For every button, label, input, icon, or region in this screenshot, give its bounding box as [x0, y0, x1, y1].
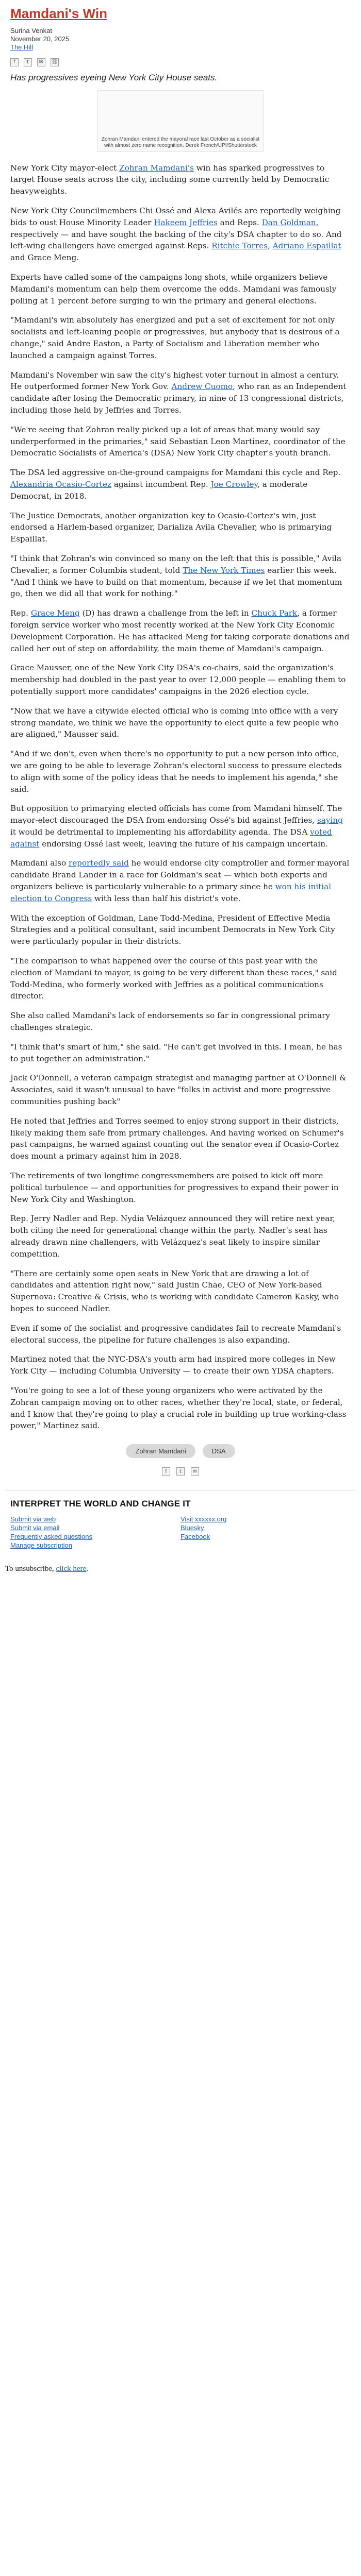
paragraph-text: But opposition to primarying elected officials has come from Mamdani himself. The mayor-elect discouraged the DSA from endorsing Ossé's bid against Jeffries,: [10, 804, 342, 825]
paragraph-text: The Justice Democrats, another organization key to Ocasio-Cortez's win, just endorsed a Harlem-based organizer, Darializa Avila Chevalier, who is primarying Espaillat.: [10, 511, 332, 544]
share-row: [10, 58, 351, 66]
paragraph-text: Even if some of the socialist and progressive candidates fail to recreate Mamdani's electoral success, the pipeline for future challenges is also expanding.: [10, 1323, 341, 1345]
paragraph: [10, 510, 351, 545]
paragraph: [10, 1170, 351, 1205]
paragraph-text: Mamdani's November win saw the city's highest voter turnout in almost a century. He outperformed former New York Gov.: [10, 370, 339, 392]
paragraph-text: "There are certainly some open seats in New York that are drawing a lot of candidates and attention right now," said Justin Chae, CEO of New York-based Supernova: Creative & Crisis, who is working with candidate Cameron Kasky, who hopes to succeed Nadler.: [10, 1268, 339, 1313]
footer-right-links: [180, 1515, 351, 1550]
footer-link[interactable]: Manage subscription: [10, 1541, 72, 1549]
paragraph: [10, 1323, 351, 1346]
paragraph: [10, 1041, 351, 1065]
article-header: [5, 0, 356, 155]
paragraph-text: Rep. Jerry Nadler and Rep. Nydia Velázquez announced they will retire next year, both citing the need for generational change within the party. Nadler's seat has already drawn nine challengers, with Velázquez's seat likely to inspire similar competition.: [10, 1214, 335, 1259]
paragraph: [10, 369, 351, 416]
footer-link[interactable]: Bluesky: [180, 1524, 204, 1532]
paragraph-text: "You're going to see a lot of these young organizers who were activated by the Zohran campaign moving on to other races, whether they're local, state, or federal, and I know that they're going to play a crucial role in building up true working-class power," Martinez said.: [10, 1385, 347, 1431]
paragraph-text: , a moderate Democrat, in 2018.: [10, 479, 308, 501]
inline-link[interactable]: saying: [317, 816, 343, 825]
paragraph-text: endorsing Ossé last week, leaving the future of his campaign uncertain.: [39, 839, 328, 849]
paragraph-text: Experts have called some of the campaigns long shots, while organizers believe Mamdani's momentum can help them overcome the odds. Mamdani was famously polling at 1 percent before surging to win the primary and general elections.: [10, 273, 337, 306]
paragraph: [10, 912, 351, 947]
paragraph-text: earlier this week. "And I think we have to build on that momentum, because if we let that momentum go, then we did all that work for nothing.": [10, 565, 342, 599]
article-body: [5, 155, 356, 1432]
facebook-icon[interactable]: f: [10, 58, 19, 66]
inline-link[interactable]: Adriano Espaillat: [272, 241, 341, 251]
paragraph: [10, 467, 351, 502]
link-icon[interactable]: ⛓: [51, 58, 59, 66]
paragraph-text: he would endorse city comptroller and former mayoral candidate Brand Lander in a race for Goldman's seat — which both experts and organizers believe is particularly vulnerable to a primary since he: [10, 858, 350, 892]
paragraph: [10, 607, 351, 654]
inline-link[interactable]: voted against: [10, 827, 332, 849]
footer-link[interactable]: Submit via web: [10, 1515, 56, 1523]
paragraph-text: , respectively — and have sought the backing of the city's DSA chapter to do so. And left-wing challengers have emerged against Reps.: [10, 217, 342, 251]
paragraph: [10, 1353, 351, 1377]
inline-link[interactable]: Dan Goldman: [261, 217, 316, 227]
footer-left-links: [10, 1515, 180, 1550]
paragraph: [10, 1213, 351, 1260]
paragraph-text: against incumbent Rep.: [111, 479, 211, 489]
inline-link[interactable]: The New York Times: [183, 565, 265, 575]
paragraph-text: With the exception of Goldman, Lane Todd-Medina, President of Effective Media Strategies and a political consultant, said incumbent Democrats in New York City were particularly popular in their districts.: [10, 913, 335, 946]
inline-link[interactable]: won his initial election to Congress: [10, 882, 332, 903]
paragraph-text: "We're seeing that Zohran really picked up a lot of areas that many would say underperformed in the primaries," said Sebastian Leon Martinez, coordinator of the Democratic Socialists of America's (DSA) New York City chapter's youth branch.: [10, 425, 346, 458]
article-card: [5, 0, 356, 1476]
article-dek: Has progressives eyeing New York City House seats.: [10, 72, 218, 82]
tag-pill[interactable]: Zohran Mamdani: [126, 1444, 195, 1458]
paragraph-text: "Mamdani's win absolutely has energized and put a set of excitement for not only socialists and left-leaning people or progressives, but anybody that is desirous of a change," said Andre Easton, a Party of Socialism and Liberation member who launched a campaign against Torres.: [10, 315, 340, 360]
byline: [10, 27, 351, 52]
inline-link[interactable]: Alexandria Ocasio-Cortez: [10, 479, 111, 489]
paragraph: [10, 553, 351, 600]
paragraph: [10, 1268, 351, 1315]
paragraph: [10, 705, 351, 740]
paragraph-text: "Now that we have a citywide elected official who is coming into office with a very strong mandate, we think we have the opportunity to elect quite a few people who are aligned," Mausser said.: [10, 706, 339, 739]
twitter-icon[interactable]: t: [176, 1467, 185, 1476]
inline-link[interactable]: Joe Crowley: [210, 479, 258, 489]
paragraph-text: "I think that Zohran's win convinced so many on the left that this is possible," Avila Chevalier, a former Columbia student, told: [10, 553, 341, 575]
article-title[interactable]: Mamdani's Win: [10, 6, 107, 21]
email-icon[interactable]: ✉: [37, 58, 45, 66]
inline-link[interactable]: Zohran Mamdani's: [119, 163, 194, 173]
paragraph-text: it would be detrimental to implementing his affordability agenda. The DSA: [10, 827, 310, 837]
paragraph-text: (D) has drawn a challenge from the left in: [79, 608, 252, 618]
unsubscribe-end: .: [86, 1564, 88, 1573]
paragraph-text: New York City Councilmembers Chi Ossé and Alexa Avilés are reportedly weighing bids to oust House Minority Leader: [10, 206, 341, 227]
paragraph: [10, 1115, 351, 1162]
footer-link[interactable]: Submit via email: [10, 1524, 60, 1532]
paragraph: [10, 424, 351, 459]
article-image: [97, 90, 264, 152]
paragraph: [10, 272, 351, 307]
inline-link[interactable]: Hakeem Jeffries: [154, 217, 218, 227]
paragraph-text: "The comparison to what happened over the course of this past year with the election of Mamdani to mayor, is going to be very different than these races," said Todd-Medina, who formerly worked with Jeffries as a political communications director.: [10, 956, 337, 1001]
paragraph: [10, 162, 351, 197]
paragraph: [10, 662, 351, 697]
image-caption: Zohran Mamdani entered the mayoral race last October as a socialist with almost zero name recognition. Derek French/UPI/Shutterstock: [101, 136, 260, 149]
newsletter-footer: [5, 1490, 356, 1560]
paragraph-text: Rep.: [10, 608, 31, 618]
paragraph-text: win has sparked progressives to target House seats across the city, including some currently held by Democratic heavyweights.: [10, 163, 330, 196]
paragraph-text: , a former foreign service worker who most recently worked at the New York City Economic Development Corporation. He has attacked Meng for taking corporate donations and called her out of step on affordability, the main theme of Mamdani's campaign.: [10, 608, 350, 653]
author-name: Surina Venkat: [10, 26, 52, 35]
paragraph-text: He noted that Jeffries and Torres seemed to enjoy strong support in their districts, likely making them safe from primary challenges. And having worked on Schumer's past campaigns, he warned against counting out the senator even if Ocasio-Cortez does mount a primary against him in 2028.: [10, 1116, 344, 1161]
inline-link[interactable]: reportedly said: [68, 858, 129, 868]
paragraph-text: , who ran as an Independent candidate after losing the Democratic primary, in nine of 13 congressional districts, including those held by Jeffries and Torres.: [10, 382, 347, 415]
unsubscribe-text: To unsubscribe,: [5, 1564, 56, 1573]
paragraph: [10, 314, 351, 361]
facebook-icon[interactable]: f: [162, 1467, 170, 1476]
paragraph-text: The DSA led aggressive on-the-ground campaigns for Mamdani this cycle and Rep.: [10, 468, 341, 478]
paragraph: [10, 1385, 351, 1432]
paragraph-text: with less than half his district's vote.: [92, 893, 241, 903]
footer-link[interactable]: Frequently asked questions: [10, 1532, 92, 1540]
paragraph-text: and Reps.: [217, 217, 262, 227]
paragraph-text: and Grace Meng.: [10, 253, 79, 263]
twitter-icon[interactable]: t: [24, 58, 32, 66]
tag-pill[interactable]: DSA: [203, 1444, 235, 1458]
paragraph: [10, 857, 351, 904]
paragraph-text: Grace Mausser, one of the New York City DSA's co-chairs, said the organization's membership had doubled in the past year to over 12,000 people — enabling them to potentially support more candidates' campaigns in the 2026 election cycle.: [10, 663, 346, 696]
email-icon[interactable]: ✉: [191, 1467, 199, 1476]
unsubscribe-link[interactable]: click here: [56, 1564, 87, 1573]
tag-list: [5, 1444, 356, 1458]
footer-links: [10, 1515, 351, 1550]
paragraph: [10, 1010, 351, 1033]
paragraph-text: "And if we don't, even when there's no opportunity to put a new person into office, we are going to be able to leverage Zohran's electoral success to pressure electeds to align with some of the policy ideas that he needs to implement his agenda," she said.: [10, 749, 342, 794]
footer-share-row: [5, 1467, 356, 1476]
inline-link[interactable]: Grace Meng: [30, 608, 80, 618]
paragraph-text: Mamdani also: [10, 858, 69, 868]
inline-link[interactable]: Ritchie Torres: [211, 241, 268, 251]
paragraph-text: The retirements of two longtime congressmembers are poised to kick off more political turbulence — and opportunities for progressives to expand their power in New York City and Washington.: [10, 1171, 339, 1204]
paragraph: [10, 955, 351, 1002]
footer-link[interactable]: Visit xxxxxx.org: [180, 1515, 227, 1523]
publish-date: November 20, 2025: [10, 35, 70, 43]
footer-link[interactable]: Facebook: [180, 1532, 210, 1540]
unsubscribe-line: [0, 1560, 361, 1583]
footer-heading: INTERPRET THE WORLD AND CHANGE IT: [10, 1499, 191, 1509]
paragraph-text: She also called Mamdani's lack of endorsements so far in congressional primary challenges strategic.: [10, 1011, 330, 1032]
inline-link[interactable]: Andrew Cuomo: [171, 382, 233, 392]
paragraph-text: ,: [268, 241, 273, 251]
paragraph: [10, 205, 351, 264]
paragraph-text: Jack O'Donnell, a veteran campaign strategist and managing partner at O'Donnell & Associates, said it wasn't unusual to have "folks in activist and more progressive communities pushing back": [10, 1073, 347, 1107]
paragraph: [10, 803, 351, 850]
inline-link[interactable]: Chuck Park: [251, 608, 298, 618]
paragraph-text: "I think that's smart of him," she said. "He can't get involved in this. I mean, he has to put together an administration.": [10, 1042, 342, 1063]
source-link[interactable]: The Hill: [10, 43, 34, 52]
paragraph: [10, 748, 351, 795]
paragraph-text: Martinez noted that the NYC-DSA's youth arm had inspired more colleges in New York City — including Columbia University — to create their own YDSA chapters.: [10, 1354, 336, 1376]
paragraph: [10, 1072, 351, 1107]
paragraph-text: New York City mayor-elect: [10, 163, 120, 173]
